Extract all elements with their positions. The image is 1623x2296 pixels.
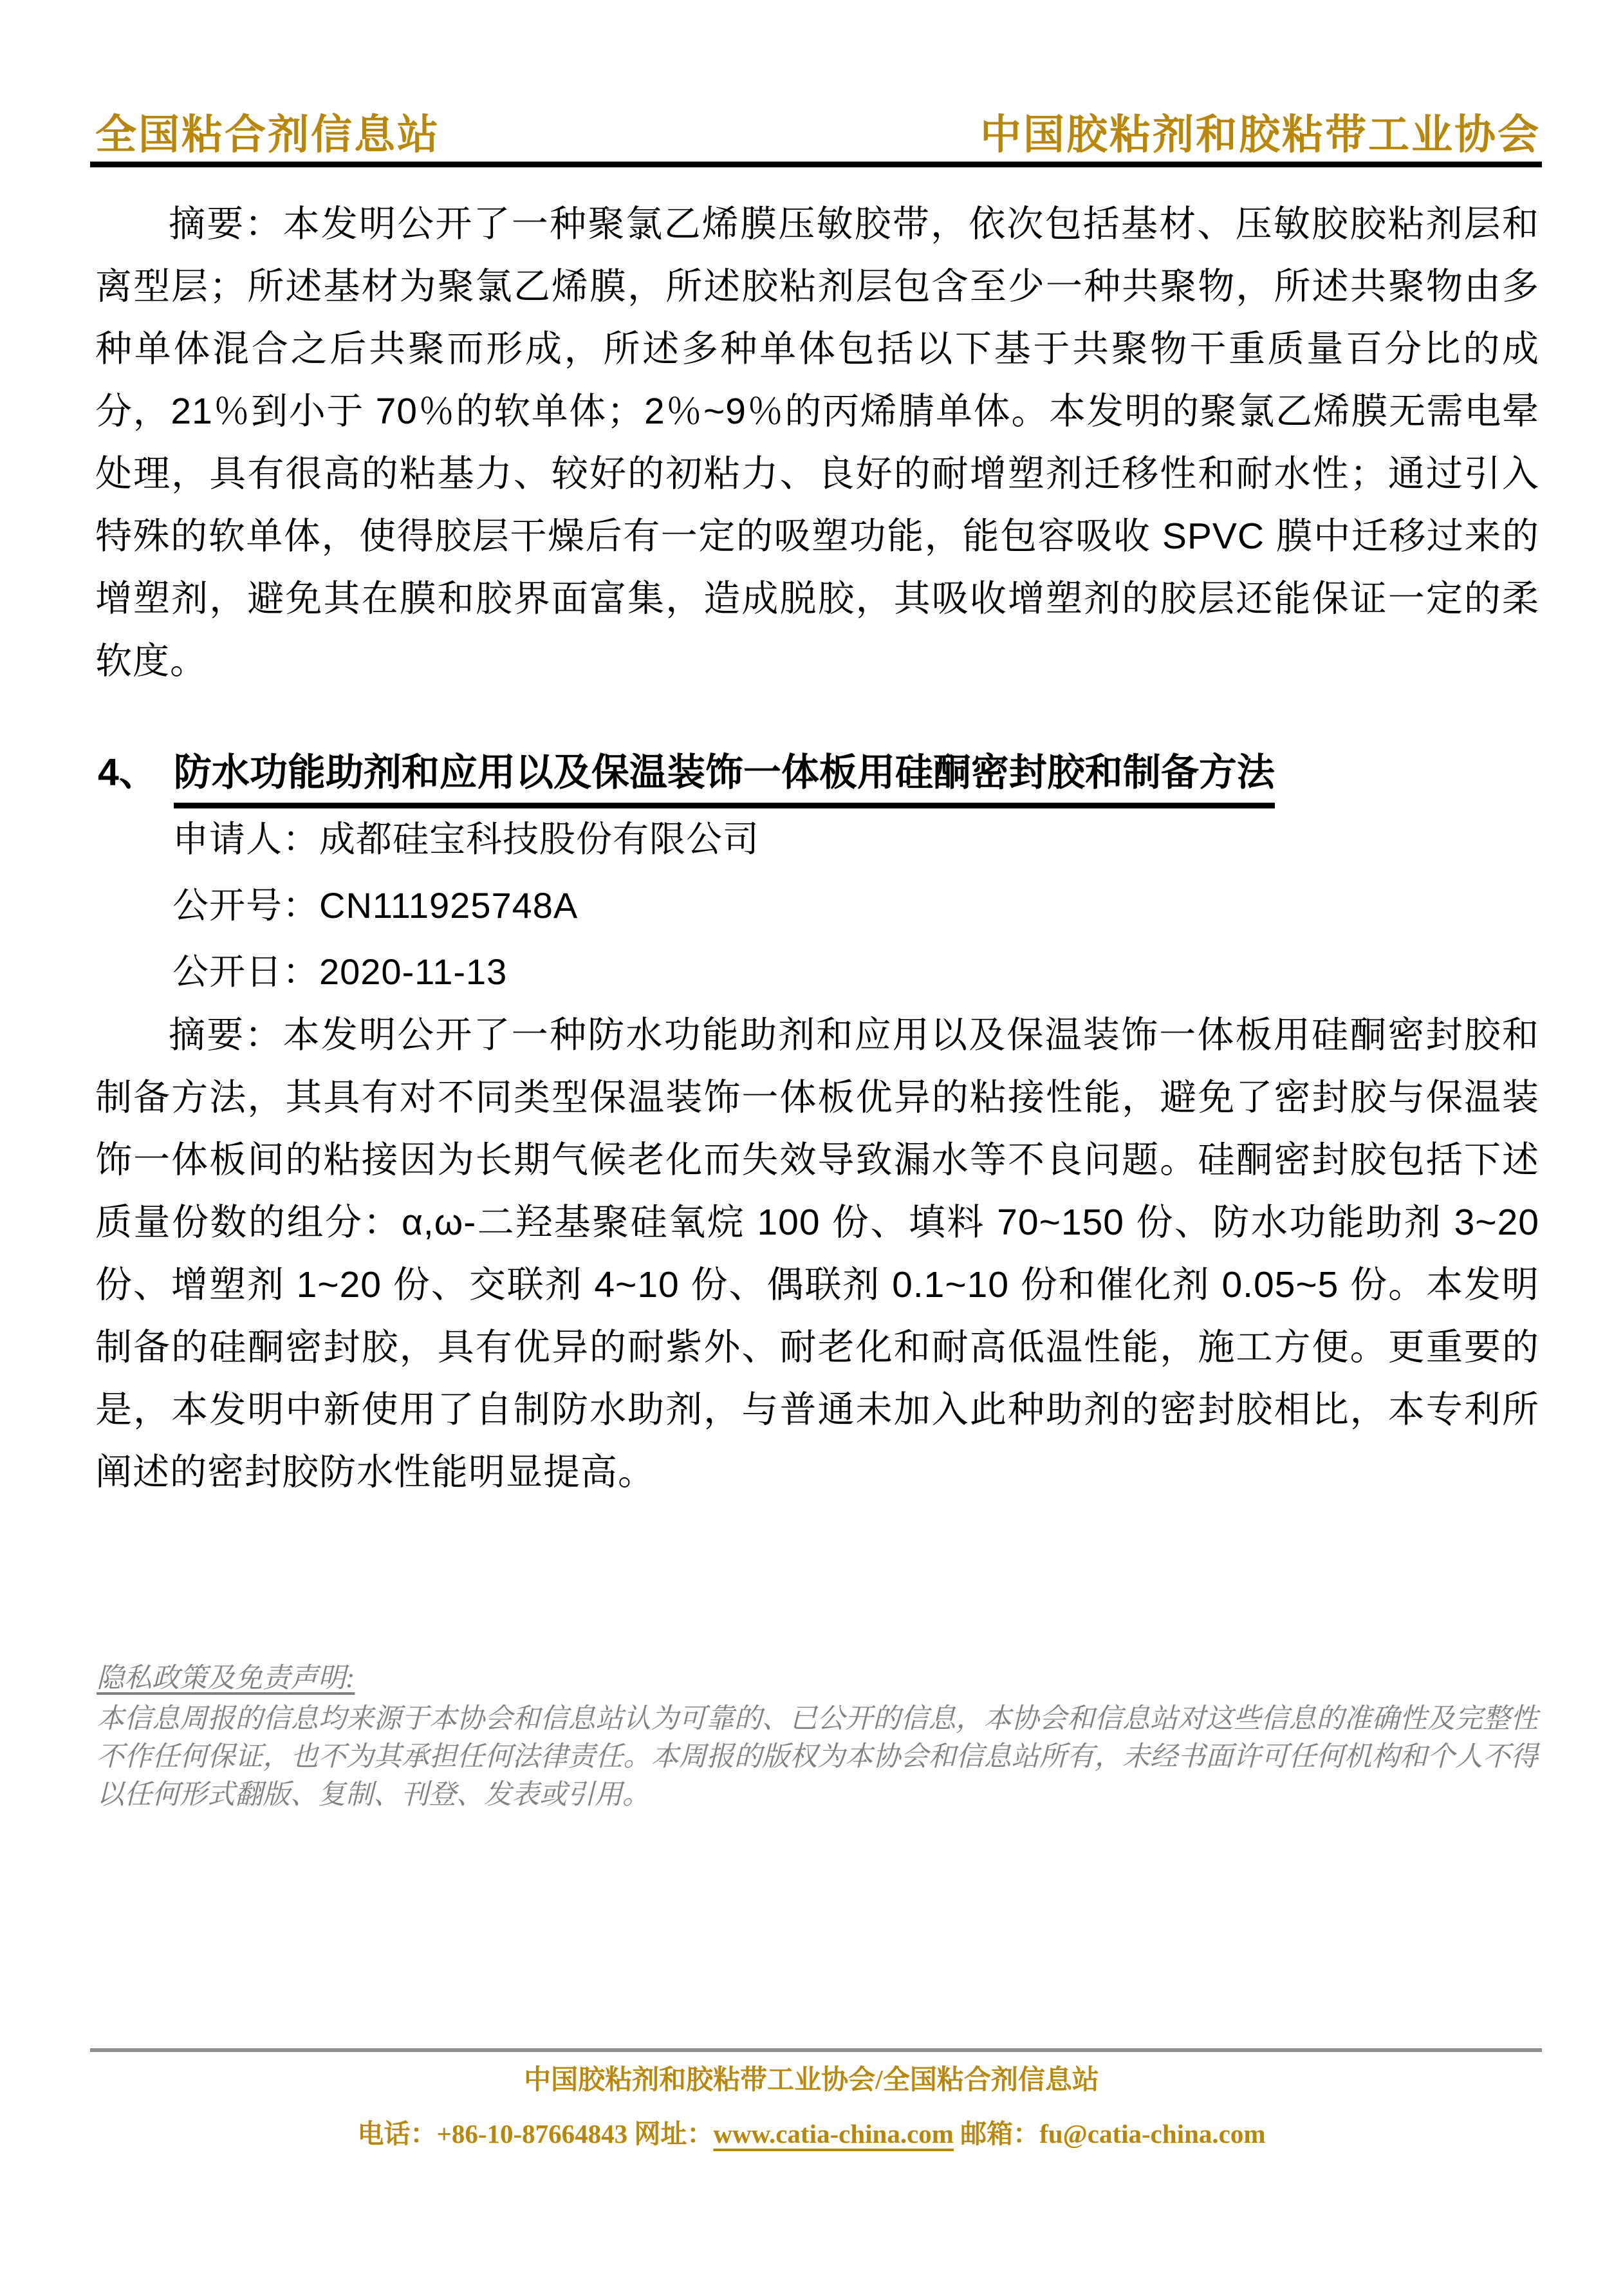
footer-divider (90, 2048, 1542, 2052)
applicant-value: 成都硅宝科技股份有限公司 (319, 819, 759, 859)
applicant-label: 申请人： (172, 819, 319, 859)
footer-org-line: 中国胶粘剂和胶粘带工业协会/全国粘合剂信息站 (524, 2066, 1099, 2095)
page-header (95, 102, 1541, 161)
patent4-heading (98, 742, 1539, 808)
footer-contact-line (0, 2113, 1623, 2151)
patent3-abstract: 摘要：本发明公开了一种聚氯乙烯膜压敏胶带，依次包括基材、压敏胶胶粘剂层和离型层；所述基材为聚氯乙烯膜，所述胶粘剂层包含至少一种共聚物，所述共聚物由多种单体混合之后共聚而形成，所述多种单体包括以下基于共聚物干重质量百分比的成分，21％到小于 70％的软单体；2％~9％的丙烯腈单体。本发明的聚氯乙烯膜无需电晕处理，具有很高的粘基力、较好的初粘力、良好的耐增塑剂迁移性和耐水性；通过引入特殊的软单体，使得胶层干燥后有一定的吸塑功能，能包容吸收 SPVC 膜中迁移过来的增塑剂，避免其在膜和胶界面富集，造成脱胶，其吸收增塑剂的胶层还能保证一定的柔软度。 (95, 203, 1539, 682)
disclaimer-title: 隐私政策及免责声明: (97, 1663, 355, 1694)
disclaimer-section (97, 1659, 1538, 1814)
publication-date-label: 公开日： (172, 951, 319, 992)
publication-no-label: 公开号： (172, 885, 319, 926)
website-link[interactable]: www.catia-china.com (713, 2119, 954, 2149)
patent4-abstract: 摘要：本发明公开了一种防水功能助剂和应用以及保温装饰一体板用硅酮密封胶和制备方法，其具有对不同类型保温装饰一体板优异的粘接性能，避免了密封胶与保温装饰一体板间的粘接因为长期气候老化而失效导致漏水等不良问题。硅酮密封胶包括下述质量份数的组分：α,ω-二羟基聚硅氧烷 100 份、填料 70~150 份、防水功能助剂 3~20 份、增塑剂 1~20 份、交联剂 4~10 份、偶联剂 0.1~10 份和催化剂 0.05~5 份。本发明制备的硅酮密封胶，具有优异的耐紫外、耐老化和耐高低温性能，施工方便。更重要的是，本发明中新使用了自制防水助剂，与普通未加入此种助剂的密封胶相比，本专利所阐述的密封胶防水性能明显提高。 (95, 1014, 1539, 1493)
phone-value: +86-10-87664843 (436, 2119, 628, 2149)
header-association-name: 中国胶粘剂和胶粘带工业协会 (980, 112, 1541, 158)
website-label: 网址： (634, 2119, 714, 2149)
publication-no-value: CN111925748A (319, 885, 579, 926)
patent4-publication-date-row (172, 938, 759, 1005)
patent4-applicant-row (172, 806, 759, 872)
patent4-publication-no-row (172, 872, 759, 938)
patent4-meta (172, 806, 759, 1005)
phone-label: 电话： (357, 2119, 437, 2149)
header-site-name: 全国粘合剂信息站 (95, 112, 440, 158)
email-value: fu@catia-china.com (1039, 2119, 1266, 2149)
patent4-title: 防水功能助剂和应用以及保温装饰一体板用硅酮密封胶和制备方法 (174, 742, 1275, 808)
publication-date-value: 2020-11-13 (319, 951, 508, 992)
disclaimer-body: 本信息周报的信息均来源于本协会和信息站认为可靠的、已公开的信息，本协会和信息站对这些信息的准确性及完整性不作任何保证，也不为其承担任何法律责任。本周报的版权为本协会和信息站所有，未经书面许可任何机构和个人不得以任何形式翻版、复制、刊登、发表或引用。 (97, 1704, 1538, 1810)
patent4-number: 4、 (98, 751, 157, 794)
header-divider (90, 162, 1542, 167)
email-label: 邮箱： (960, 2119, 1040, 2149)
